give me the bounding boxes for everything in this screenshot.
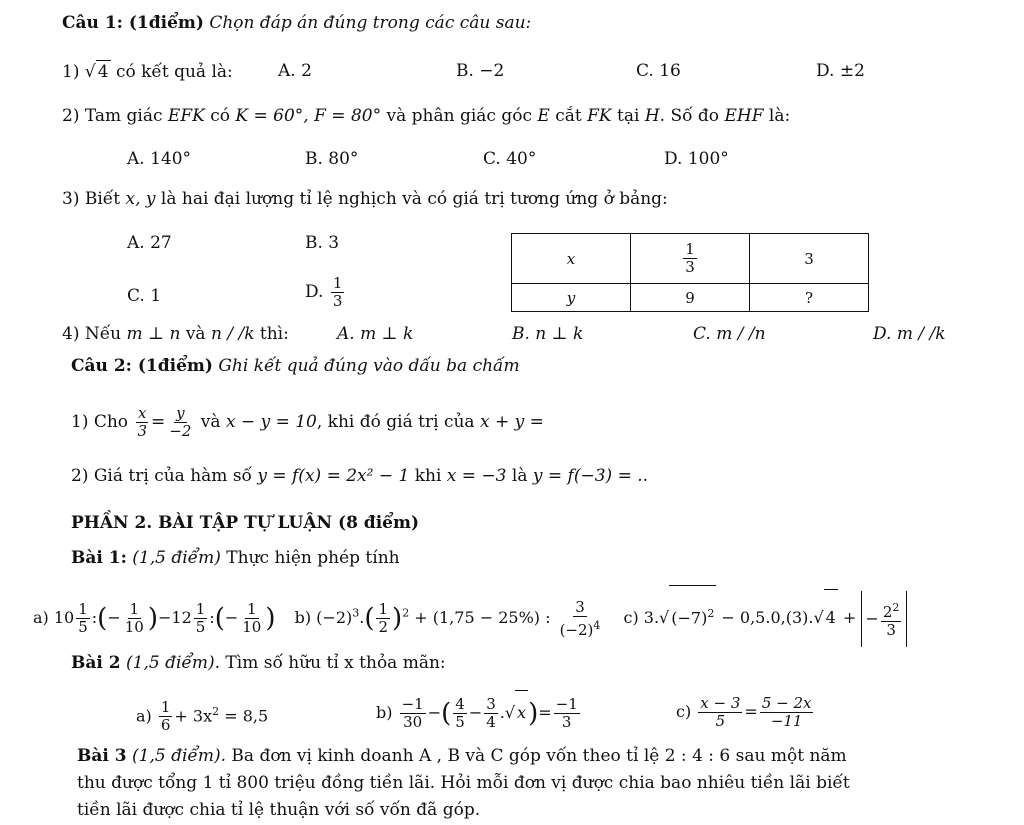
q1-option-a: A. 2 bbox=[278, 61, 312, 81]
q3-option-a: A. 27 bbox=[127, 233, 172, 253]
bai3-line3: tiền lãi được chia tỉ lệ thuận với số vốn đã góp. bbox=[77, 800, 481, 820]
q2-option-a: A. 140° bbox=[127, 149, 192, 169]
table-y-third: ? bbox=[750, 284, 869, 312]
bai1-b: b) $(-2)^3$.( $\frac{1}{2}$ )$^2$ + (1,75 − 25%) : $\frac{3}{(-2)^4}$ bbox=[294, 597, 601, 639]
q4-option-c: C. m / /n bbox=[693, 324, 766, 344]
bai3-line1: Bài 3 (1,5 điểm). Ba đơn vị kinh doanh A , B và C góp vốn theo tỉ lệ 2 : 4 : 6 sau một năm bbox=[77, 746, 847, 766]
bai1-a: a) 10 $\frac{1}{5}$ :(− $\frac{1}{10}$ )−12 $\frac{1}{5}$ :(− $\frac{1}{10}$ ) bbox=[33, 600, 276, 637]
bai2-b: b) $\frac{-1}{30}$ −( $\frac{4}{5}$ − $\frac{3}{4}$ .√ x)= $\frac{-1}{3}$ bbox=[376, 690, 582, 736]
q3-stem: 3) Biết x, y là hai đại lượng tỉ lệ nghịch và có giá trị tương ứng ở bảng: bbox=[62, 189, 668, 209]
q1-stem: 1) √ 4 có kết quả là: bbox=[62, 62, 233, 82]
q2-stem: 2) Tam giác EFK có K = 60°, F = 80° và phân giác góc E cắt FK tại H. Số đo EHF là: bbox=[62, 106, 791, 126]
bai1-expressions bbox=[33, 585, 907, 647]
q4-stem: 4) Nếu m ⊥ n và n / /k thì: bbox=[62, 324, 289, 344]
table-x-third: 3 bbox=[750, 234, 869, 284]
sqrt4: √ 4 bbox=[84, 62, 109, 82]
q2-option-b: B. 80° bbox=[305, 149, 359, 169]
q1-option-b: B. −2 bbox=[456, 61, 505, 81]
q4-option-b: B. n ⊥ k bbox=[512, 324, 584, 344]
fraction-one-third: $\frac{1}{3}$ bbox=[332, 274, 343, 310]
q4-option-a: A. m ⊥ k bbox=[337, 324, 414, 344]
q3-option-c: C. 1 bbox=[127, 286, 162, 306]
bai1-c: c) 3.√ $(-7)^2 - 0,5.0,(3).√$ 4 + − $\frac{2^2}{3}$ bbox=[624, 608, 908, 627]
q2-option-d: D. 100° bbox=[664, 149, 729, 169]
table-x-label: x bbox=[512, 234, 631, 284]
cau2-title: Câu 2: (1điểm) Ghi kết quả đúng vào dấu ba chấm bbox=[71, 356, 520, 376]
q2-option-c: C. 40° bbox=[483, 149, 537, 169]
bai2-c: c) $\frac{x - 3}{5}$ = $\frac{5 - 2x}{-11}$ bbox=[676, 694, 812, 730]
q1-option-d: D. ±2 bbox=[816, 61, 865, 81]
q3-option-b: B. 3 bbox=[305, 233, 340, 253]
cau2-q2: 2) Giá trị của hàm số y = f(x) = 2x² − 1 khi x = −3 là y = f(−3) = .. bbox=[71, 466, 649, 486]
cau2-q1: 1) Cho $\frac{x}{3}$ = $\frac{y}{-2}$ và x − y = 10, khi đó giá trị của x + y = bbox=[71, 404, 544, 440]
bai2-title: Bài 2 (1,5 điểm). Tìm số hữu tỉ x thỏa mãn: bbox=[71, 653, 446, 673]
q1-option-c: C. 16 bbox=[636, 61, 681, 81]
bai2-a: a) $\frac{1}{6}$ + $3x^2 = 8,5$ bbox=[136, 698, 269, 735]
cau1-title: Câu 1: (1điểm) Chọn đáp án đúng trong các câu sau: bbox=[62, 13, 532, 33]
bai3-line2: thu được tổng 1 tỉ 800 triệu đồng tiền lãi. Hỏi mỗi đơn vị được chia bao nhiêu tiền lãi biết bbox=[77, 773, 850, 793]
table-y-label: y bbox=[512, 284, 631, 312]
q3-value-table bbox=[511, 233, 869, 312]
table-x-second: $\frac{1}{3}$ bbox=[631, 234, 750, 284]
bai1-title: Bài 1: (1,5 điểm) Thực hiện phép tính bbox=[71, 548, 400, 568]
q4-option-d: D. m / /k bbox=[873, 324, 946, 344]
q3-option-d: D. $\frac{1}{3}$ bbox=[305, 274, 343, 310]
table-y-second: 9 bbox=[631, 284, 750, 312]
phan2-title: PHẦN 2. BÀI TẬP TỰ LUẬN (8 điểm) bbox=[71, 513, 420, 533]
